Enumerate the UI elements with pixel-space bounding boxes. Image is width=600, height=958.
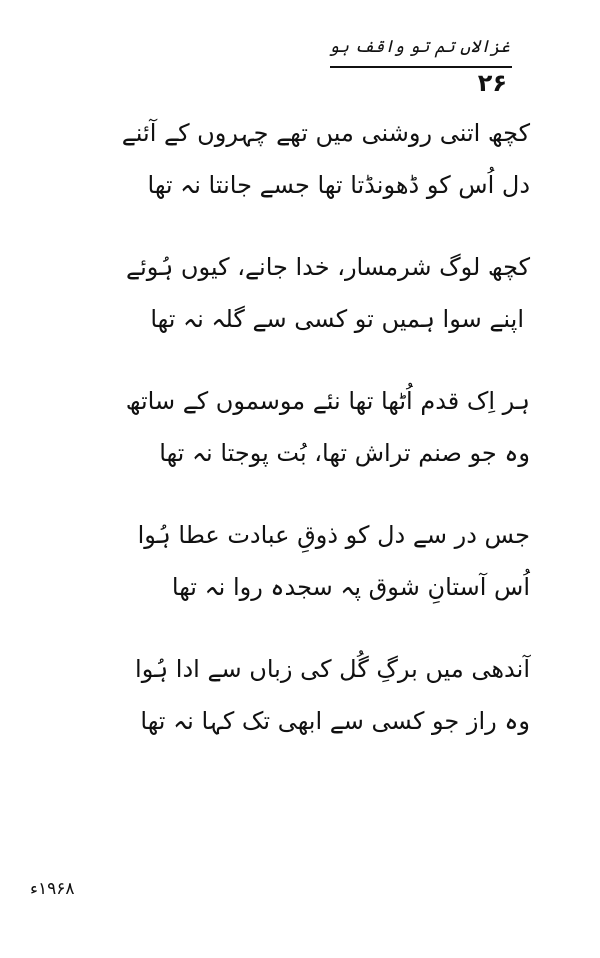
verse-line-second: اُس آستانِ شوق پہ سجدہ روا نہ تھا (171, 573, 530, 601)
verse-line-first: ہر اِک قدم اُٹھا تھا نئے موسموں کے ساتھ (125, 387, 530, 415)
verse-line-second: دل اُس کو ڈھونڈتا تھا جسے جانتا نہ تھا (147, 171, 530, 199)
verse-line-first: آندھی میں برگِ گُل کی زباں سے ادا ہُوا (135, 655, 530, 683)
couplet (70, 520, 530, 602)
verse-line-second: وہ جو صنم تراش تھا، بُت پوجتا نہ تھا (159, 439, 530, 467)
couplet (70, 386, 530, 468)
composition-year: ۱۹۶۸ء (30, 879, 75, 899)
poem-body (70, 118, 530, 788)
page-header-title: غزالاں تم تو واقف ہو (329, 37, 510, 57)
verse-line-first: جس در سے دل کو ذوقِ عبادت عطا ہُوا (137, 521, 530, 549)
verse-line-first: کچھ اتنی روشنی میں تھے چہروں کے آئنے (121, 119, 530, 147)
verse-line-second: اپنے سوا ہمیں تو کسی سے گلہ نہ تھا (150, 305, 524, 333)
couplet (70, 252, 530, 334)
couplet (70, 654, 530, 736)
verse-line-second: وہ راز جو کسی سے ابھی تک کہا نہ تھا (140, 707, 530, 735)
page-number: ۲۶ (477, 69, 507, 97)
verse-line-first: کچھ لوگ شرمسار، خدا جانے، کیوں ہُوئے (126, 253, 530, 281)
couplet (70, 118, 530, 200)
